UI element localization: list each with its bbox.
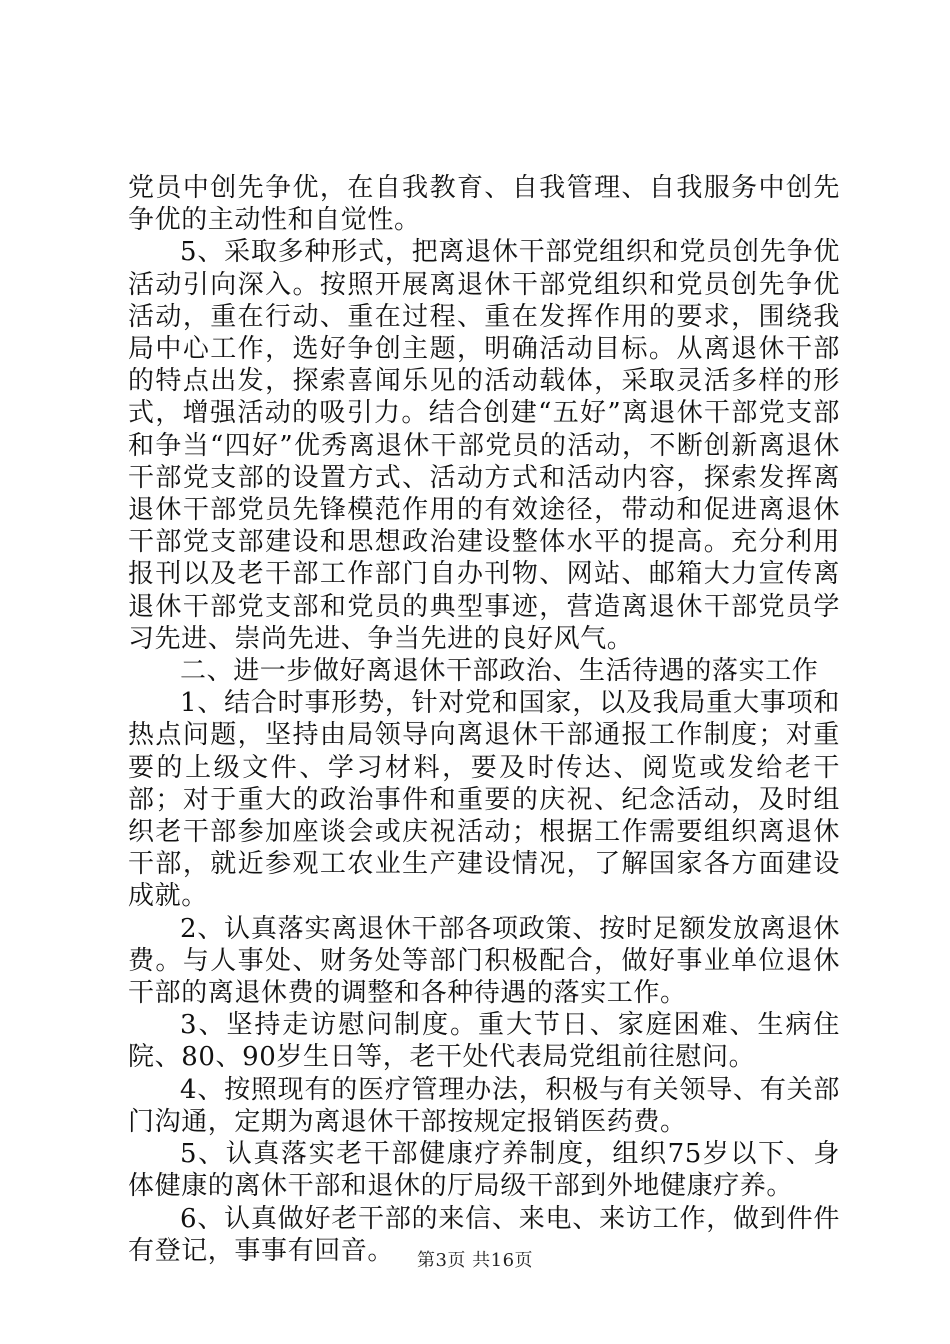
- paragraph-item-2: 2、认真落实离退休干部各项政策、按时足额发放离退休费。与人事处、财务处等部门积极配合，做好事业单位退休干部的离退休费的调整和各种待遇的落实工作。: [128, 913, 840, 1009]
- paragraph-item-4: 4、按照现有的医疗管理办法，积极与有关领导、有关部门沟通，定期为离退休干部按规定报销医药费。: [128, 1074, 840, 1137]
- page-number-footer: 第3页 共16页: [416, 1250, 534, 1271]
- paragraph-continuation: 党员中创先争优，在自我教育、自我管理、自我服务中创先争优的主动性和自觉性。: [128, 173, 840, 236]
- paragraph-item-1: 1、结合时事形势，针对党和国家，以及我局重大事项和热点问题，坚持由局领导向离退休干部通报工作制度；对重要的上级文件、学习材料，要及时传达、阅览或发给老干部；对于重大的政治事件和重要的庆祝、纪念活动，及时组织老干部参加座谈会或庆祝活动；根据工作需要组织离退休干部，就近参观工农业生产建设情况，了解国家各方面建设成就。: [128, 688, 840, 912]
- document-body: [128, 172, 840, 1267]
- paragraph-item-3: 3、坚持走访慰问制度。重大节日、家庭困难、生病住院、80、90岁生日等，老干处代表局党组前往慰问。: [128, 1010, 840, 1073]
- paragraph-item-5: 5、采取多种形式，把离退休干部党组织和党员创先争优活动引向深入。按照开展离退休干部党组织和党员创先争优活动，重在行动、重在过程、重在发挥作用的要求，围绕我局中心工作，选好争创主题，明确活动目标。从离退休干部的特点出发，探索喜闻乐见的活动载体，采取灵活多样的形式，增强活动的吸引力。结合创建“五好”离退休干部党支部和争当“四好”优秀离退休干部党员的活动，不断创新离退休干部党支部的设置方式、活动方式和活动内容，探索发挥离退休干部党员先锋模范作用的有效途径，带动和促进离退休干部党支部建设和思想政治建设整体水平的提高。充分利用报刊以及老干部工作部门自办刊物、网站、邮箱大力宣传离退休干部党支部和党员的典型事迹，营造离退休干部党员学习先进、崇尚先进、争当先进的良好风气。: [128, 237, 840, 654]
- paragraph-item-6: 6、认真做好老干部的来信、来电、来访工作，做到件件有登记，事事有回音。: [128, 1203, 840, 1266]
- paragraph-item-5b: 5、认真落实老干部健康疗养制度，组织75岁以下、身体健康的离休干部和退休的厅局级干部到外地健康疗养。: [128, 1139, 840, 1202]
- section-heading-2: 二、进一步做好离退休干部政治、生活待遇的落实工作: [180, 656, 819, 687]
